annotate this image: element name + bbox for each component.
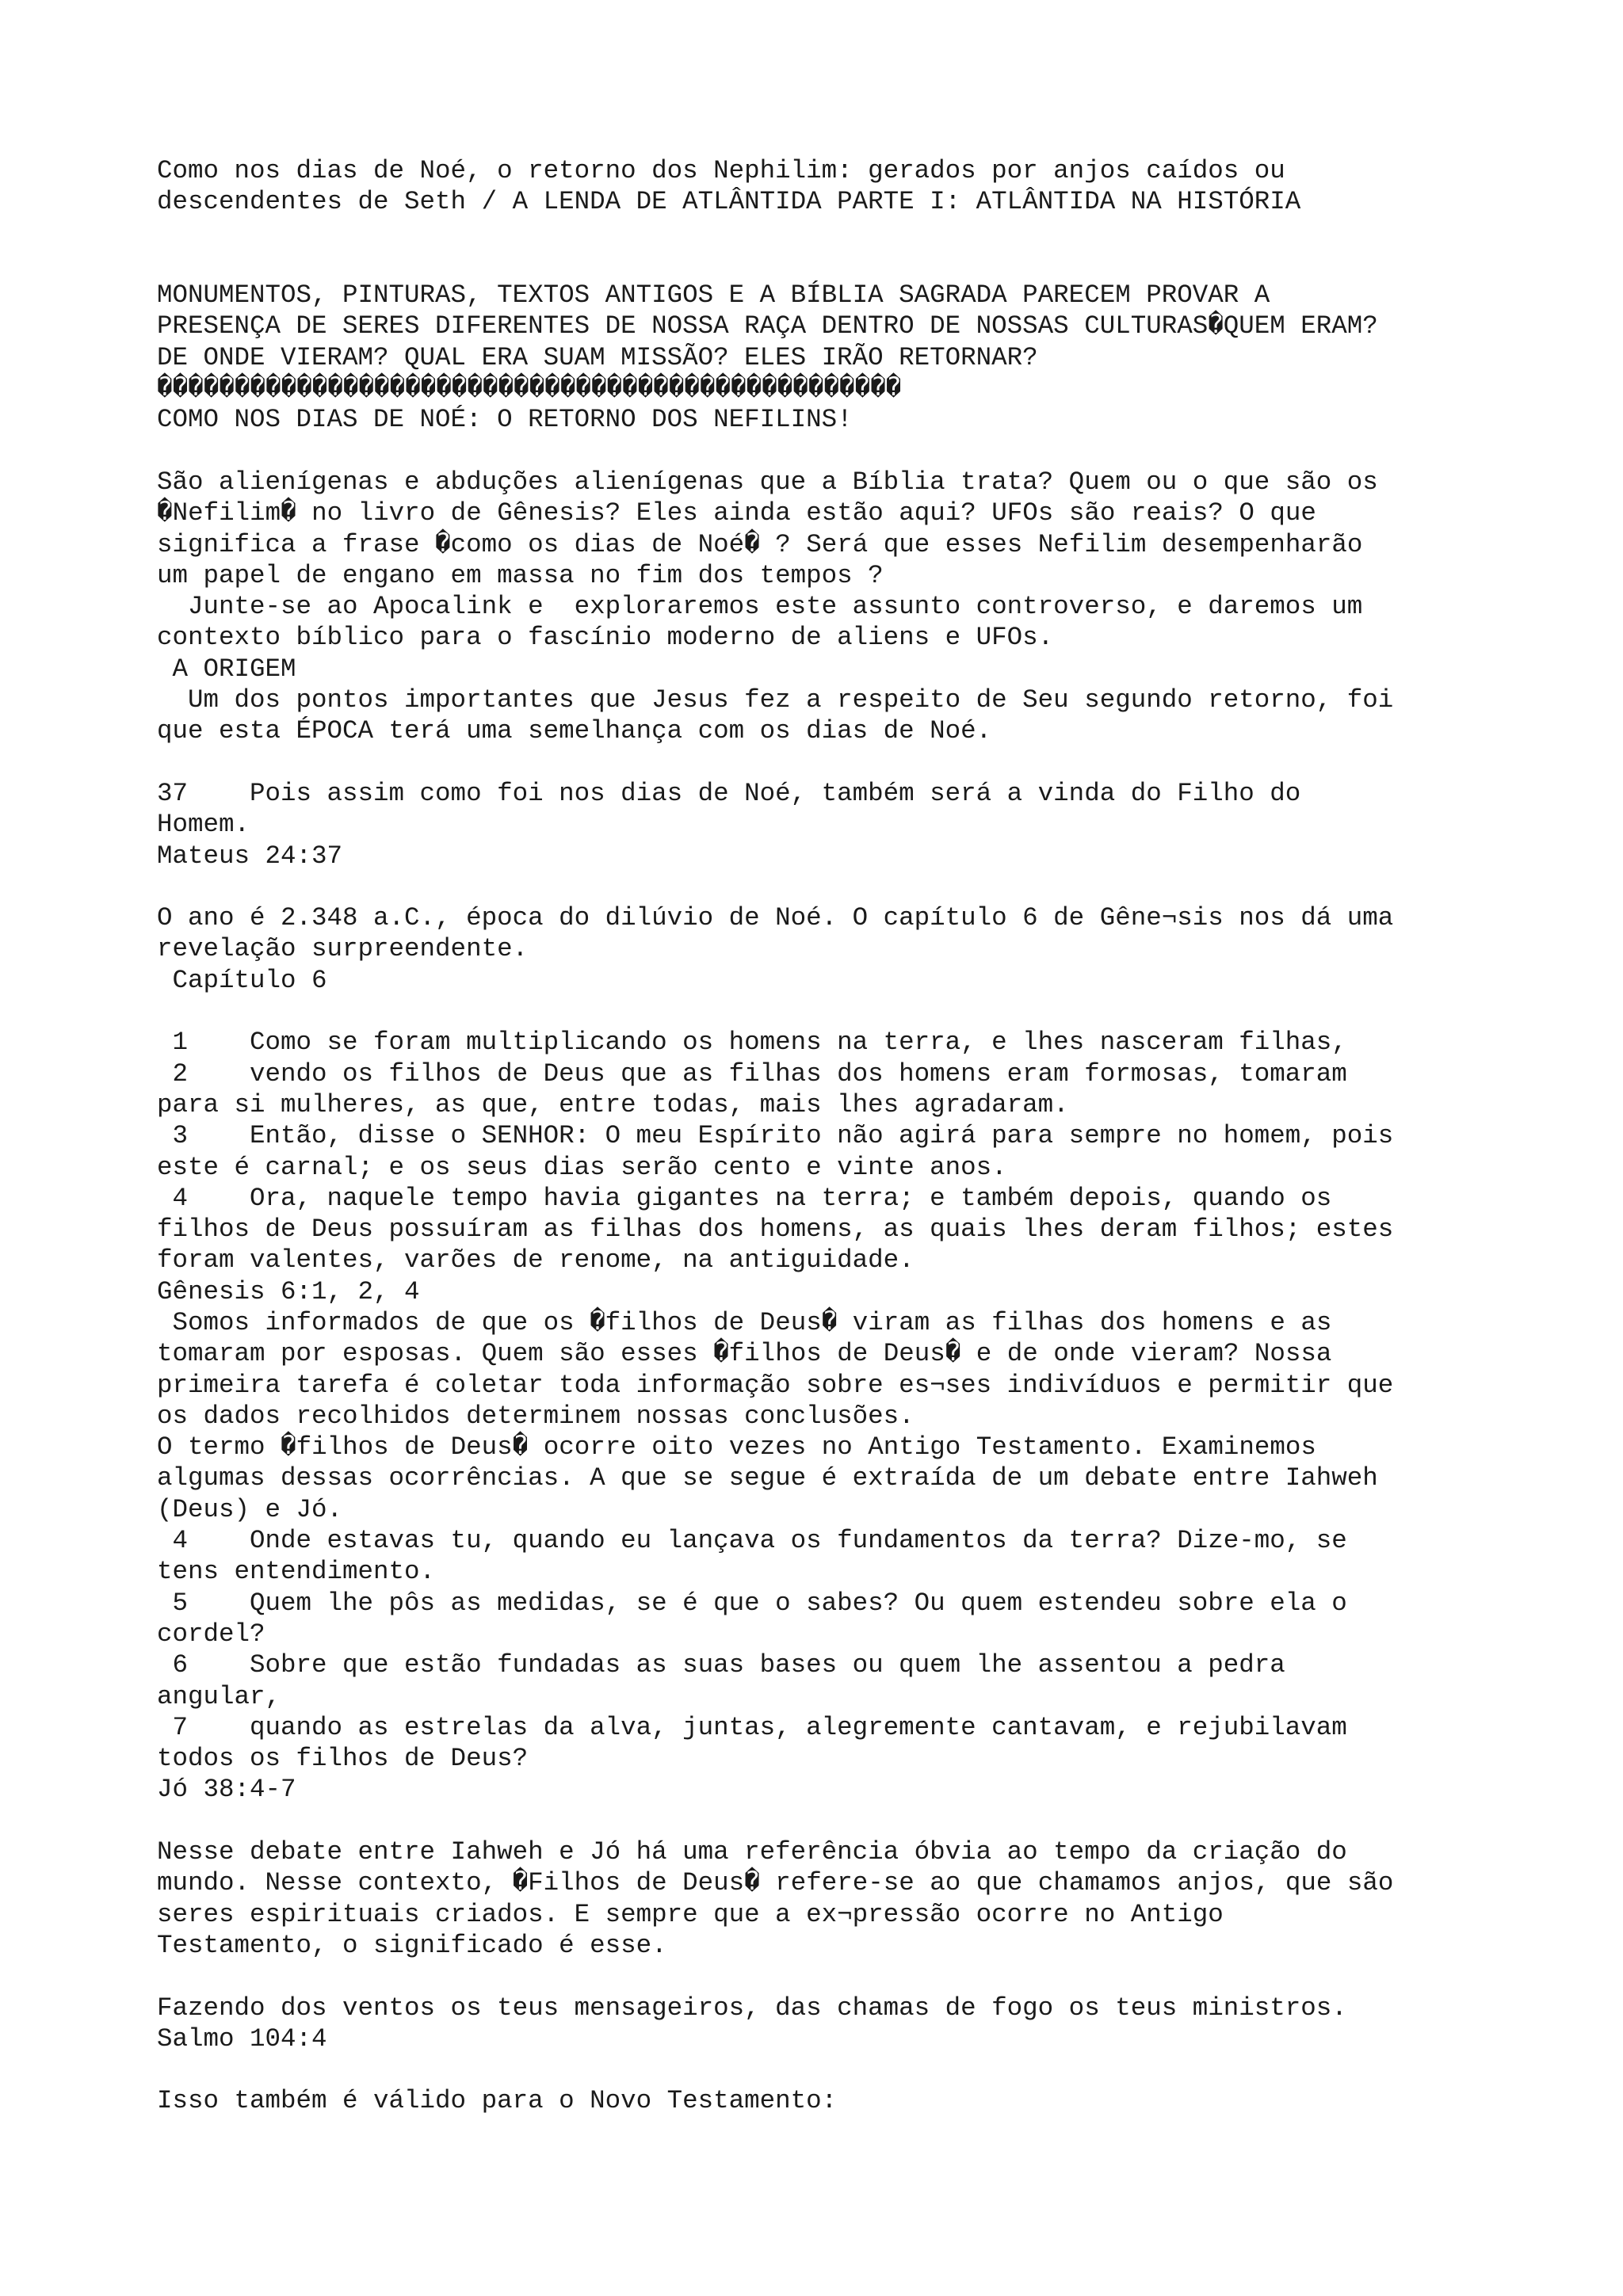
text-line (157, 436, 1520, 467)
text-line: A ORIGEM (157, 654, 296, 684)
text-line: Homem. (157, 810, 250, 840)
text-line: mundo. Nesse contexto, �Filhos de Deus� refere-se ao que chamamos anjos, que são (157, 1868, 1394, 1898)
text-line: primeira tarefa é coletar toda informação sobre es¬ses indivíduos e permitir que (157, 1370, 1394, 1400)
text-line: Como nos dias de Noé, o retorno dos Nephilim: gerados por anjos caídos ou (157, 156, 1285, 185)
text-line: DE ONDE VIERAM? QUAL ERA SUAM MISSÃO? ELES IRÃO RETORNAR? (157, 342, 1038, 372)
text-line: Capítulo 6 (157, 965, 327, 995)
text-line: 2 vendo os filhos de Deus que as filhas dos homens eram formosas, tomaram (157, 1058, 1347, 1089)
text-line (157, 218, 1520, 249)
document-page (157, 155, 1520, 2117)
text-line (157, 1961, 1520, 1992)
text-line: filhos de Deus possuíram as filhas dos homens, as quais lhes deram filhos; estes (157, 1215, 1394, 1245)
text-line: tens entendimento. (157, 1557, 436, 1587)
text-line (157, 249, 1520, 280)
text-line: todos os filhos de Deus? (157, 1744, 529, 1774)
text-line: 37 Pois assim como foi nos dias de Noé, também será a vinda do Filho do (157, 778, 1301, 808)
text-line: 4 Ora, naquele tempo havia gigantes na terra; e também depois, quando os (157, 1183, 1332, 1213)
text-line: Fazendo dos ventos os teus mensageiros, das chamas de fogo os teus ministros. (157, 1993, 1347, 2023)
text-line: COMO NOS DIAS DE NOÉ: O RETORNO DOS NEFILINS! (157, 405, 853, 435)
text-line (157, 1806, 1520, 1836)
text-line: 7 quando as estrelas da alva, juntas, alegremente cantavam, e rejubilavam (157, 1712, 1347, 1742)
text-line: O termo �filhos de Deus� ocorre oito vezes no Antigo Testamento. Examinemos (157, 1432, 1316, 1463)
text-line: Gênesis 6:1, 2, 4 (157, 1276, 420, 1306)
text-line: foram valentes, varões de renome, na antiguidade. (157, 1245, 915, 1276)
text-line: Junte-se ao Apocalink e exploraremos este assunto controverso, e daremos um (157, 592, 1363, 622)
text-line: Um dos pontos importantes que Jesus fez a respeito de Seu segundo retorno, foi (157, 685, 1394, 715)
text-line: 4 Onde estavas tu, quando eu lançava os fundamentos da terra? Dize-mo, se (157, 1526, 1347, 1556)
text-line: para si mulheres, as que, entre todas, mais lhes agradaram. (157, 1089, 1069, 1119)
text-line: tomaram por esposas. Quem são esses �filhos de Deus� e de onde vieram? Nossa (157, 1339, 1332, 1369)
text-line: PRESENÇA DE SERES DIFERENTES DE NOSSA RAÇA DENTRO DE NOSSAS CULTURAS�QUEM ERAM? (157, 311, 1378, 341)
text-line: Mateus 24:37 (157, 841, 343, 871)
text-line: Isso também é válido para o Novo Testamento: (157, 2086, 838, 2116)
text-line: os dados recolhidos determinem nossas conclusões. (157, 1401, 915, 1431)
text-line (157, 2054, 1520, 2085)
text-line: �Nefilim� no livro de Gênesis? Eles ainda estão aqui? UFOs são reais? O que (157, 498, 1316, 528)
text-line (157, 747, 1520, 778)
text-line: (Deus) e Jó. (157, 1494, 343, 1524)
text-line: 6 Sobre que estão fundadas as suas bases ou quem lhe assentou a pedra (157, 1650, 1285, 1680)
text-line: Salmo 104:4 (157, 2023, 327, 2054)
text-line: cordel? (157, 1619, 265, 1649)
text-line: 5 Quem lhe pôs as medidas, se é que o sabes? Ou quem estendeu sobre ela o (157, 1588, 1347, 1618)
text-line: este é carnal; e os seus dias serão cento e vinte anos. (157, 1152, 1007, 1182)
text-line: Somos informados de que os �filhos de Deus� viram as filhas dos homens e as (157, 1307, 1332, 1337)
text-line: revelação surpreendente. (157, 934, 529, 964)
text-line: seres espirituais criados. E sempre que a ex¬pressão ocorre no Antigo (157, 1899, 1224, 1929)
text-line: ������������������������������������������������ (157, 374, 902, 404)
text-line: Jó 38:4-7 (157, 1775, 296, 1805)
text-line: algumas dessas ocorrências. A que se segue é extraída de um debate entre Iahweh (157, 1463, 1378, 1493)
text-line: MONUMENTOS, PINTURAS, TEXTOS ANTIGOS E A BÍBLIA SAGRADA PARECEM PROVAR A (157, 280, 1270, 311)
text-line: O ano é 2.348 a.C., época do dilúvio de Noé. O capítulo 6 de Gêne¬sis nos dá uma (157, 903, 1394, 933)
text-line (157, 996, 1520, 1027)
text-line: 1 Como se foram multiplicando os homens na terra, e lhes nasceram filhas, (157, 1028, 1347, 1058)
text-line: contexto bíblico para o fascínio moderno de aliens e UFOs. (157, 623, 1054, 653)
text-line: que esta ÉPOCA terá uma semelhança com os dias de Noé. (157, 716, 992, 746)
text-line (157, 871, 1520, 902)
text-line: descendentes de Seth / A LENDA DE ATLÂNTIDA PARTE I: ATLÂNTIDA NA HISTÓRIA (157, 187, 1301, 217)
text-line: Testamento, o significado é esse. (157, 1930, 667, 1960)
text-line: um papel de engano em massa no fim dos tempos ? (157, 560, 884, 590)
text-line: São alienígenas e abduções alienígenas que a Bíblia trata? Quem ou o que são os (157, 467, 1378, 497)
text-line: angular, (157, 1681, 281, 1711)
text-line: 3 Então, disse o SENHOR: O meu Espírito não agirá para sempre no homem, pois (157, 1121, 1394, 1151)
text-line: Nesse debate entre Iahweh e Jó há uma referência óbvia ao tempo da criação do (157, 1837, 1347, 1867)
text-line: significa a frase �como os dias de Noé� ? Será que esses Nefilim desempenharão (157, 529, 1363, 559)
